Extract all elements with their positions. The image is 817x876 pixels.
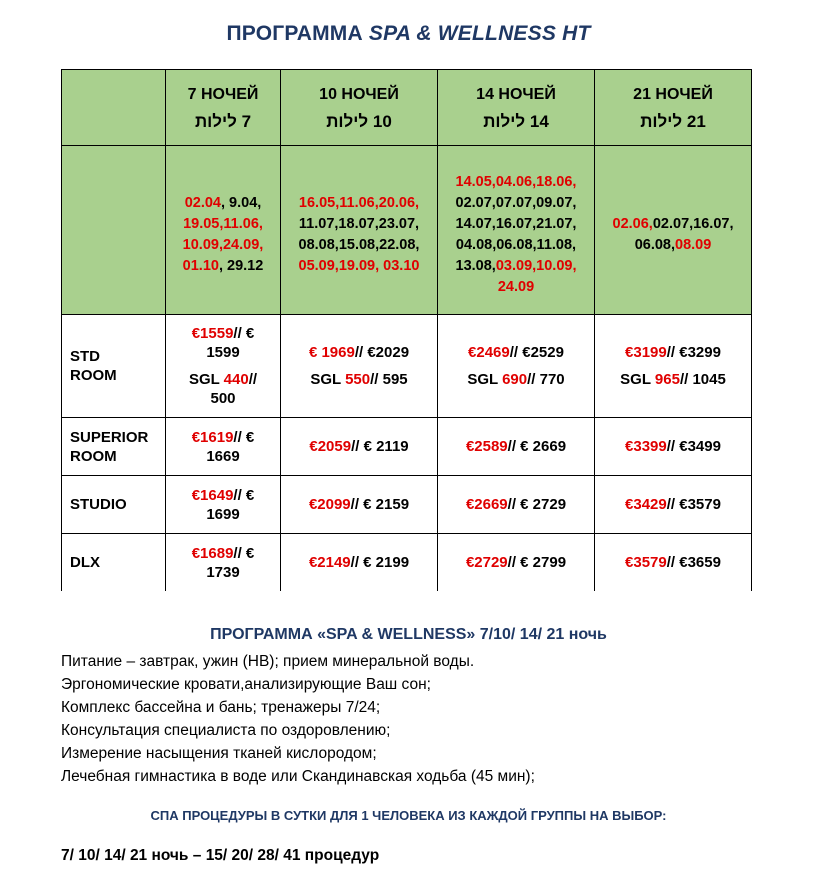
price-line [438, 343, 594, 362]
room-type-text: STUDIO [70, 496, 127, 513]
highlighted-text: € 1969 [308, 344, 355, 361]
room-type-text: DLX [70, 554, 100, 571]
price-cell [281, 476, 438, 534]
price-line [281, 553, 437, 572]
highlighted-text: €2669 [465, 496, 508, 513]
text: // € [233, 325, 255, 342]
highlighted-text: 08.09 [675, 237, 712, 253]
dates-line [438, 277, 594, 298]
price-line [595, 343, 751, 362]
highlighted-text: €3399 [625, 438, 667, 455]
text: // €2029 [354, 344, 410, 361]
highlighted-text: €3579 [625, 554, 667, 571]
text: SGL [188, 371, 224, 388]
text: // 770 [527, 371, 565, 388]
highlighted-text: 24.09 [497, 279, 535, 295]
text: // € 2729 [507, 496, 567, 513]
text: SGL [620, 371, 655, 388]
text: 1669 [206, 447, 240, 465]
price-cell [595, 534, 752, 592]
room-type-text: SUPERIOR [70, 428, 149, 446]
dates-line [166, 214, 280, 235]
text: // € 2799 [507, 554, 567, 571]
price-cell [595, 315, 752, 418]
highlighted-text: 19.05,11.06, [183, 216, 263, 232]
price-line [166, 324, 280, 343]
text: // € [233, 428, 255, 446]
price-cell [438, 476, 595, 534]
highlighted-text: 550 [345, 371, 371, 388]
text: // €3299 [666, 344, 721, 361]
room-type-label [62, 476, 166, 534]
dates-line [166, 256, 280, 277]
highlighted-text: 14.05,04.06,18.06, [455, 174, 577, 190]
dates-line [438, 172, 594, 193]
dates-line [438, 256, 594, 277]
nights-label: 21 НОЧЕЙ [633, 85, 713, 103]
text: 11.07,18.07,23.07, [298, 216, 420, 232]
price-line [595, 495, 751, 514]
nights-label: 14 НОЧЕЙ [476, 85, 556, 103]
dates-line [281, 193, 437, 214]
text: 13.08, [455, 258, 496, 274]
dates-line [438, 214, 594, 235]
text: // € [233, 544, 255, 562]
highlighted-text: 03.09,10.09, [495, 258, 577, 274]
price-cell [281, 315, 438, 418]
header-corner-cell [62, 70, 166, 146]
price-line [595, 553, 751, 572]
departure-dates-cell [281, 146, 438, 315]
price-cell [166, 476, 281, 534]
text: 1699 [206, 505, 240, 523]
single-price-line: 500 [210, 390, 236, 407]
text: 1739 [206, 563, 240, 581]
price-cell [166, 315, 281, 418]
highlighted-text: €1649 [191, 486, 234, 504]
text: 04.08,06.08,11.08, [455, 237, 577, 253]
nights-label: 7 НОЧЕЙ [187, 85, 259, 103]
nights-label-hebrew: 21 לילות [640, 111, 706, 131]
highlighted-text: €2729 [465, 554, 508, 571]
text: // € 2119 [351, 438, 409, 455]
room-type-text: STD [70, 348, 100, 365]
single-price-line [438, 370, 594, 389]
price-line [281, 437, 437, 456]
price-line [438, 437, 594, 456]
feature-item: Питание – завтрак, ужин (HB); прием минеральной воды. [61, 653, 475, 670]
text: // € [233, 486, 255, 504]
text: // € 2159 [350, 496, 410, 513]
dates-line [166, 235, 280, 256]
price-line [595, 437, 751, 456]
dates-corner-cell [62, 146, 166, 315]
price-line [166, 428, 280, 447]
price-line [166, 447, 280, 466]
price-line [166, 486, 280, 505]
dates-line [281, 214, 437, 235]
price-cell [166, 418, 281, 476]
highlighted-text: €3199 [625, 344, 667, 361]
text: 1599 [206, 344, 240, 361]
price-line [166, 505, 280, 524]
room-type-text: ROOM [70, 447, 117, 465]
nights-label-hebrew: 7 לילות [194, 111, 252, 131]
dates-line [281, 235, 437, 256]
price-line [438, 553, 594, 572]
price-line [166, 563, 280, 582]
highlighted-text: 965 [654, 371, 680, 388]
price-line [281, 343, 437, 362]
highlighted-text: 01.10 [182, 258, 219, 274]
dates-line [595, 214, 751, 235]
dates-line [281, 256, 437, 277]
text: SGL [310, 371, 346, 388]
procedures-count: 7/ 10/ 14/ 21 ночь – 15/ 20/ 28/ 41 процедур [61, 847, 380, 864]
text: // €2529 [509, 344, 564, 361]
departure-dates-cell [595, 146, 752, 315]
highlighted-text: €2099 [308, 496, 351, 513]
text: // 1045 [679, 371, 726, 388]
highlighted-text: 02.04 [184, 195, 221, 211]
nights-label: 10 НОЧЕЙ [319, 85, 399, 103]
highlighted-text: €1559 [191, 325, 234, 342]
spa-procedures-title: СПА ПРОЦЕДУРЫ В СУТКИ ДЛЯ 1 ЧЕЛОВЕКА ИЗ КАЖДОЙ ГРУППЫ НА ВЫБОР: [150, 808, 667, 823]
price-cell [438, 534, 595, 592]
highlighted-text: 05.09,19.09, 03.10 [298, 258, 420, 274]
highlighted-text: €1689 [191, 544, 234, 562]
header-nights-cell [281, 70, 438, 146]
feature-item: Комплекс бассейна и бань; тренажеры 7/24; [61, 699, 381, 716]
text: // €3659 [666, 554, 721, 571]
price-cell [166, 534, 281, 592]
text: // € 2199 [350, 554, 410, 571]
price-cell [281, 534, 438, 592]
text: // 595 [370, 371, 408, 388]
highlighted-text: 16.05,11.06,20.06, [298, 195, 420, 211]
feature-item: Эргономические кровати,анализирующие Ваш сон; [61, 676, 431, 693]
highlighted-text: €2059 [309, 438, 352, 455]
single-price-line [281, 370, 437, 389]
text: 02.07,16.07, [652, 216, 734, 232]
feature-item: Лечебная гимнастика в воде или Скандинавская ходьба (45 мин); [61, 768, 535, 785]
highlighted-text: €2589 [465, 438, 508, 455]
dates-line [166, 193, 280, 214]
departure-dates-cell [438, 146, 595, 315]
feature-item: Измерение насыщения тканей кислородом; [61, 745, 377, 762]
program-title: ПРОГРАММА «SPA & WELLNESS» 7/10/ 14/ 21 ночь [210, 626, 607, 643]
price-line [281, 495, 437, 514]
dates-line [438, 193, 594, 214]
highlighted-text: 02.06, [612, 216, 653, 232]
highlighted-text: €1619 [191, 428, 234, 446]
header-nights-cell [595, 70, 752, 146]
price-cell [438, 418, 595, 476]
text: // €3499 [666, 438, 721, 455]
price-line [438, 495, 594, 514]
text: , 29.12 [218, 258, 264, 274]
price-table [61, 69, 752, 591]
text: , 9.04, [220, 195, 262, 211]
highlighted-text: €3429 [625, 496, 667, 513]
text: 14.07,16.07,21.07, [455, 216, 577, 232]
nights-label-hebrew: 10 לילות [326, 111, 392, 131]
feature-item: Консультация специалиста по оздоровлению; [61, 722, 391, 739]
room-type-label [62, 315, 166, 418]
page-title: ПРОГРАММА SPA & WELLNESS HT [226, 22, 591, 45]
price-line [166, 343, 280, 362]
departure-dates-cell [166, 146, 281, 315]
room-type-label [62, 534, 166, 592]
highlighted-text: €2469 [468, 344, 510, 361]
room-type-text: ROOM [70, 367, 117, 384]
price-line [166, 544, 280, 563]
single-price-line [166, 370, 280, 389]
highlighted-text: 690 [502, 371, 528, 388]
header-nights-cell [438, 70, 595, 146]
text: SGL [467, 371, 503, 388]
dates-line [595, 235, 751, 256]
text: // [248, 371, 258, 388]
nights-label-hebrew: 14 לילות [483, 111, 549, 131]
highlighted-text: 440 [223, 371, 249, 388]
text: 06.08, [634, 237, 676, 253]
header-nights-cell [166, 70, 281, 146]
single-price-line [595, 370, 751, 389]
dates-line [438, 235, 594, 256]
room-type-label [62, 418, 166, 476]
price-cell [595, 476, 752, 534]
text: 08.08,15.08,22.08, [298, 237, 420, 253]
features-list [61, 650, 535, 788]
highlighted-text: €2149 [308, 554, 351, 571]
text: // €3579 [666, 496, 721, 513]
text: // € 2669 [507, 438, 567, 455]
price-cell [281, 418, 438, 476]
price-cell [595, 418, 752, 476]
text: 02.07,07.07,09.07, [455, 195, 577, 211]
price-cell [438, 315, 595, 418]
highlighted-text: 10.09,24.09, [182, 237, 264, 253]
